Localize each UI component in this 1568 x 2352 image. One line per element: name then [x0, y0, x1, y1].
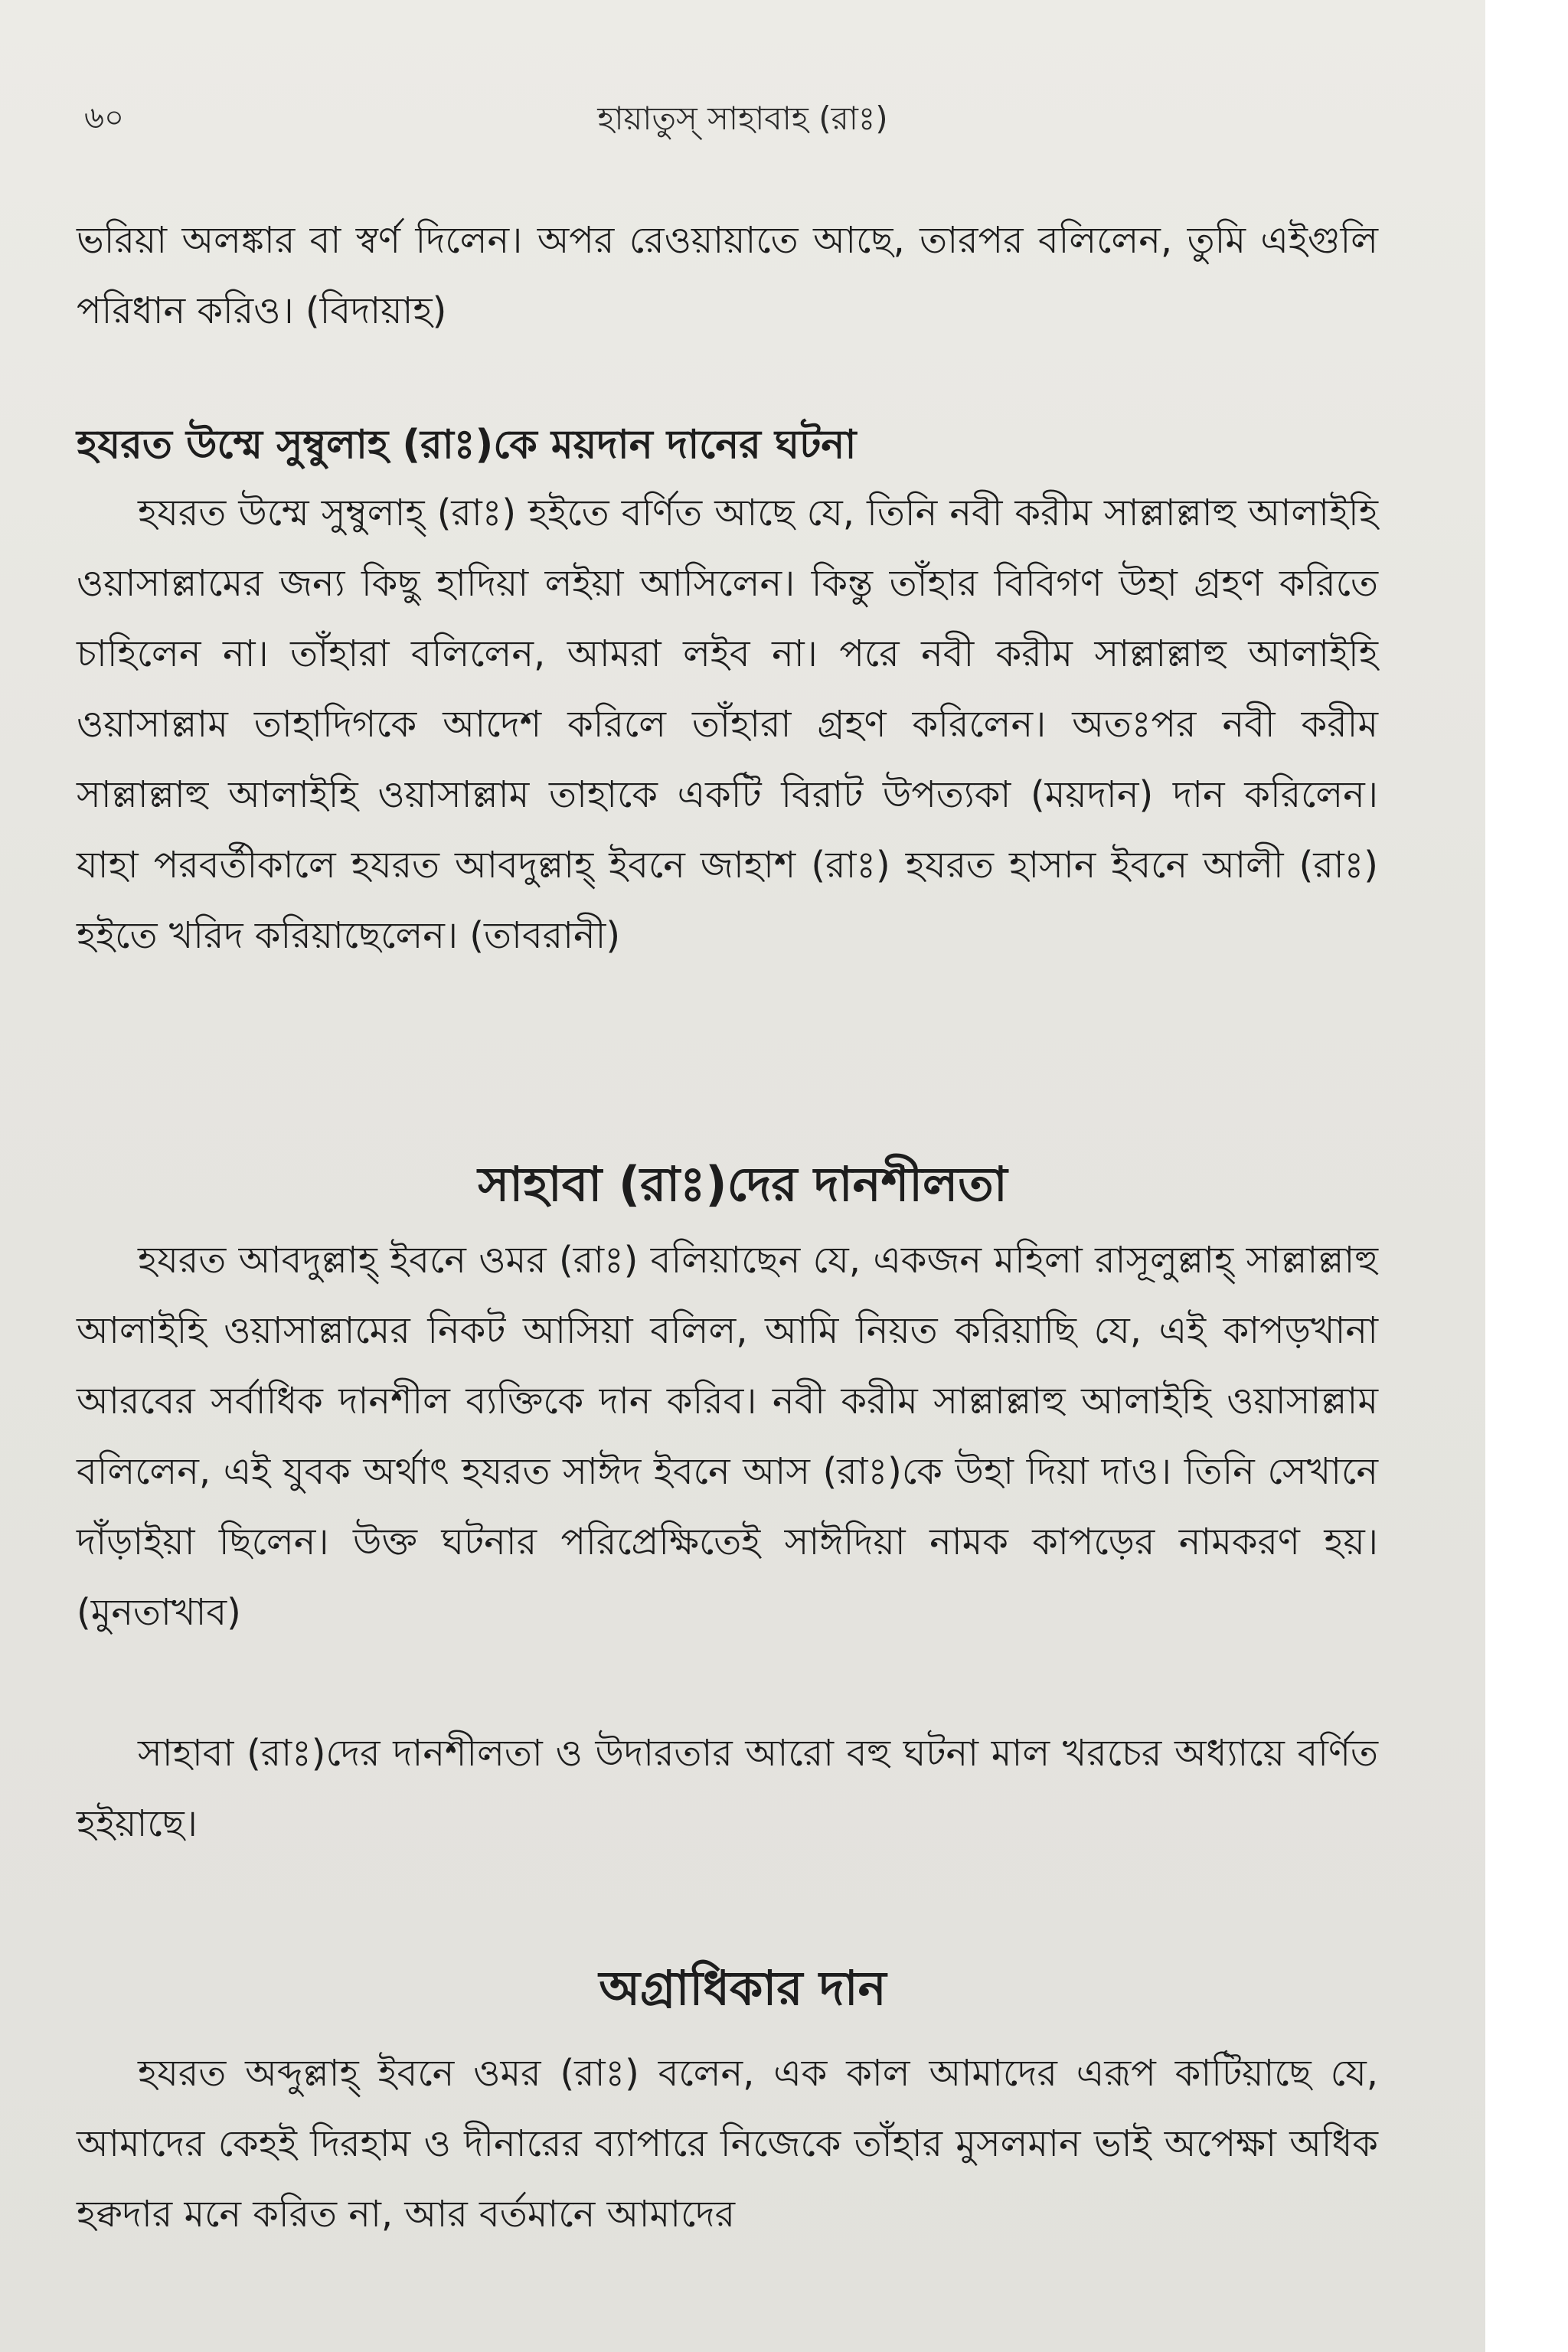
page-margin	[1485, 0, 1568, 2352]
section-paragraph-generosity-1: হযরত আবদুল্লাহ্ ইবনে ওমর (রাঃ) বলিয়াছেন যে, একজন মহিলা রাসূলুল্লাহ্ সাল্লাল্লাহু আলাইহি ওয়াসাল্লামের নিকট আসিয়া বলিল, আমি নিয়ত করিয়াছি যে, এই কাপড়খানা আরবের সর্বাধিক দানশীল ব্যক্তিকে দান করিব। নবী করীম সাল্লাল্লাহু আলাইহি ওয়াসাল্লাম বলিলেন, এই যুবক অর্থাৎ হযরত সাঈদ ইবনে আস (রাঃ)কে উহা দিয়া দাও। তিনি সেখানে দাঁড়াইয়া ছিলেন। উক্ত ঘটনার পরিপ্রেক্ষিতেই সাঈদিয়া নামক কাপড়ের নামকরণ হয়। (মুনতাখাব)	[77, 1239, 1378, 1634]
section-heading-preference: অগ্রাধিকার দান	[599, 1960, 887, 2016]
continuation-paragraph: ভরিয়া অলঙ্কার বা স্বর্ণ দিলেন। অপর রেওয়ায়াতে আছে, তারপর বলিলেন, তুমি এইগুলি পরিধান করিও। (বিদায়াহ)	[77, 219, 1378, 332]
section-paragraph-generosity-2: সাহাবা (রাঃ)দের দানশীলতা ও উদারতার আরো বহু ঘটনা মাল খরচের অধ্যায়ে বর্ণিত হইয়াছে।	[77, 1732, 1378, 1845]
section-heading-generosity: সাহাবা (রাঃ)দের দানশীলতা	[478, 1156, 1008, 1212]
running-title: হায়াতুস্ সাহাবাহ (রাঃ)	[597, 100, 888, 137]
section-heading-ummi-sumbulah: হযরত উম্মে সুম্বুলাহ (রাঃ)কে ময়দান দানের ঘটনা	[77, 422, 857, 468]
section-paragraph-preference: হযরত অব্দুল্লাহ্ ইবনে ওমর (রাঃ) বলেন, এক কাল আমাদের এরূপ কাটিয়াছে যে, আমাদের কেহই দিরহাম ও দীনারের ব্যাপারে নিজেকে তাঁহার মুসলমান ভাই অপেক্ষা অধিক হক্বদার মনে করিত না, আর বর্তমানে আমাদের	[77, 2052, 1378, 2236]
section-paragraph-ummi-sumbulah: হযরত উম্মে সুম্বুলাহ্ (রাঃ) হইতে বর্ণিত আছে যে, তিনি নবী করীম সাল্লাল্লাহু আলাইহি ওয়াসাল্লামের জন্য কিছু হাদিয়া লইয়া আসিলেন। কিন্তু তাঁহার বিবিগণ উহা গ্রহণ করিতে চাহিলেন না। তাঁহারা বলিলেন, আমরা লইব না। পরে নবী করীম সাল্লাল্লাহু আলাইহি ওয়াসাল্লাম তাহাদিগকে আদেশ করিলে তাঁহারা গ্রহণ করিলেন। অতঃপর নবী করীম সাল্লাল্লাহু আলাইহি ওয়াসাল্লাম তাহাকে একটি বিরাট উপত্যকা (ময়দান) দান করিলেন। যাহা পরবর্তীকালে হযরত আবদুল্লাহ্ ইবনে জাহাশ (রাঃ) হযরত হাসান ইবনে আলী (রাঃ) হইতে খরিদ করিয়াছেলেন। (তাবরানী)	[77, 492, 1378, 957]
page-number: ৬০	[84, 100, 125, 136]
